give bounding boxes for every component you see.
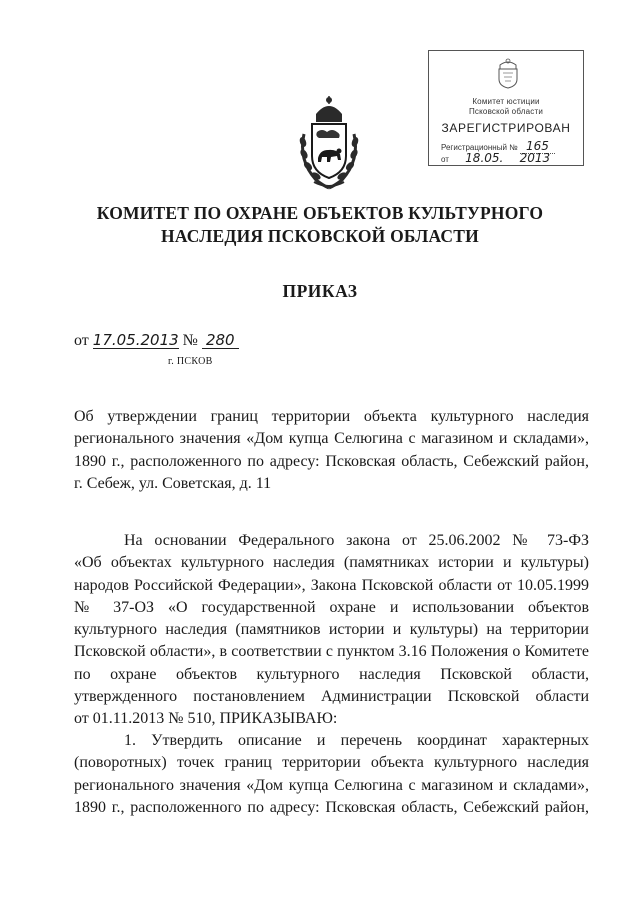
- stamp-authority-line2: Псковской области: [468, 107, 543, 116]
- basis-line: народов Российской Федерации», Закона Псковской области от 10.05.1999: [74, 576, 589, 594]
- item1-line: (поворотных) точек границ территории объекта культурного наследия: [74, 754, 589, 772]
- order-city: г. ПСКОВ: [168, 356, 213, 367]
- basis-line: № 37-ОЗ «О государственной охране и использовании объектов: [74, 598, 589, 616]
- subject-line: Об утверждении границ территории объекта культурного наследия: [74, 408, 589, 425]
- stamp-date-value: 18.05.: [451, 151, 517, 166]
- item1-line: 1890 г., расположенного по адресу: Псковская область, Себежский район,: [74, 798, 589, 816]
- stamp-status: ЗАРЕГИСТРИРОВАН: [441, 121, 571, 135]
- pskov-coat-of-arms-icon: [294, 94, 364, 192]
- item1-line: 1. Утвердить описание и перечень координат характерных: [124, 732, 589, 749]
- basis-line: культурного наследия (памятников истории и культуры) на территории: [74, 621, 589, 639]
- stamp-date-label: от: [441, 155, 449, 164]
- order-from-label: от: [74, 332, 89, 349]
- organization-title: [60, 202, 580, 248]
- basis-line: по охране объектов культурного наследия Псковской области,: [74, 665, 589, 683]
- document-type: ПРИКАЗ: [282, 281, 358, 301]
- stamp-reg-label: Регистрационный №: [441, 143, 518, 152]
- registration-stamp: [428, 50, 584, 166]
- coat-of-arms-icon: [495, 55, 521, 89]
- subject-line: регионального значения «Дом купца Селюгина с магазином и складами»,: [74, 430, 589, 448]
- order-number: 280: [202, 332, 239, 349]
- stamp-year: 2013: [519, 151, 551, 165]
- order-item-1: [74, 730, 589, 819]
- stamp-authority-line1: Комитет юстиции: [472, 97, 540, 106]
- order-date-number: [74, 332, 239, 350]
- order-subject: [74, 406, 589, 495]
- organization-title-line1: КОМИТЕТ ПО ОХРАНЕ ОБЪЕКТОВ КУЛЬТУРНОГО: [96, 203, 544, 223]
- basis-line: утвержденного постановлением Администрации Псковской области: [74, 688, 589, 706]
- organization-title-line2: НАСЛЕДИЯ ПСКОВСКОЙ ОБЛАСТИ: [161, 226, 479, 246]
- basis-line: Псковской области», в соответствии с пунктом 3.16 Положения о Комитете: [74, 643, 589, 661]
- order-date: 17.05.2013: [92, 331, 179, 349]
- order-basis: [74, 530, 589, 731]
- stamp-reg-number: 165: [520, 139, 555, 154]
- subject-line: 1890 г., расположенного по адресу: Псковская область, Себежский район,: [74, 452, 589, 470]
- subject-line: г. Себеж, ул. Советская, д. 11: [74, 474, 272, 492]
- basis-line: «Об объектах культурного наследия (памятниках истории и культуры): [74, 554, 589, 572]
- item1-line: регионального значения «Дом купца Селюгина с магазином и складами»,: [74, 776, 589, 794]
- basis-line: от 01.11.2013 № 510, ПРИКАЗЫВАЮ:: [74, 710, 338, 728]
- basis-line: На основании Федерального закона от 25.06.2002 № 73-ФЗ: [124, 532, 589, 549]
- stamp-date-row: [441, 151, 581, 165]
- order-number-label: №: [182, 332, 198, 349]
